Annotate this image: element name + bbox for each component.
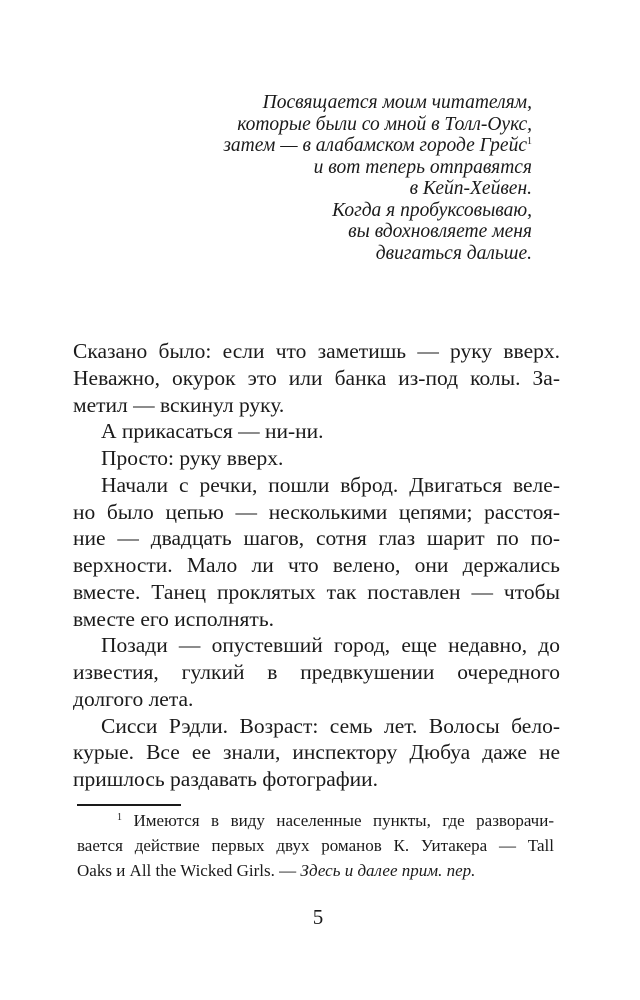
footnote-line <box>77 858 554 883</box>
paragraph-1 <box>73 338 560 418</box>
text-line: известия, гулкий в предвкушении очередного <box>73 660 560 684</box>
translator-note: Здесь и далее прим. пер. <box>300 861 476 880</box>
text-line: Начали с речки, пошли вброд. Двигаться веле- <box>101 472 560 497</box>
page-number: 5 <box>312 905 324 929</box>
text-line: ние — двадцать шагов, сотня глаз шарит по по- <box>73 526 560 551</box>
paragraph-3 <box>73 445 560 472</box>
footnote <box>77 808 554 883</box>
dedication-line: и вот теперь отправятся <box>313 156 532 178</box>
text-line: Позади — опустевший город, еще недавно, до <box>101 633 560 658</box>
dedication-line: которые были со мной в Толл-Оукс, <box>237 113 532 135</box>
dedication <box>132 92 532 264</box>
footnote-text: Имеются в виду населенные пункты, где разворачи- <box>133 811 554 830</box>
dedication-line: в Кейп-Хейвен. <box>409 178 532 199</box>
footnote-line <box>77 808 554 833</box>
dedication-line: Когда я пробуксовываю, <box>332 199 532 221</box>
dedication-line: Посвящается моим читателям, <box>262 92 532 113</box>
paragraph-2 <box>73 418 560 445</box>
dedication-line: двигаться дальше. <box>375 242 532 264</box>
paragraph-4 <box>73 472 560 633</box>
text-line: вместе. Танец проклятых так поставлен — чтобы <box>73 579 560 604</box>
text-line: долгого лета. <box>73 686 194 711</box>
footnote-mark: 1 <box>117 812 122 823</box>
text-line: вместе его исполнять. <box>73 606 274 631</box>
text-line: Просто: руку вверх. <box>101 446 284 470</box>
footnote-text: Oaks и All the Wicked Girls. — <box>77 861 301 880</box>
text-line: Сисси Рэдли. Возраст: семь лет. Волосы бело- <box>101 713 560 738</box>
footnote-line: вается действие первых двух романов К. Уитакера — Tall <box>77 836 554 855</box>
text-line: метил — вскинул руку. <box>73 392 285 417</box>
body-text <box>73 338 560 793</box>
footnote-reference[interactable]: 1 <box>527 136 532 147</box>
footnote-divider <box>77 804 181 806</box>
dedication-line <box>132 135 532 157</box>
text-line: курые. Все ее знали, инспектору Дюбуа даже не <box>73 740 560 765</box>
text-line: Сказано было: если что заметишь — руку вверх. <box>73 339 560 363</box>
text-line: Неважно, окурок это или банка из-под колы. За- <box>73 365 560 390</box>
text-line: верхности. Мало ли что велено, они держались <box>73 553 560 577</box>
text-line: но было цепью — несколькими цепями; расстоя- <box>73 499 560 524</box>
text-line: пришлось раздавать фотографии. <box>73 767 379 791</box>
paragraph-5 <box>73 632 560 712</box>
text-line: А прикасаться — ни-ни. <box>101 419 324 444</box>
dedication-line-text: затем — в алабамском городе Грейс <box>223 135 527 156</box>
dedication-line: вы вдохновляете меня <box>348 221 532 242</box>
paragraph-6 <box>73 713 560 793</box>
